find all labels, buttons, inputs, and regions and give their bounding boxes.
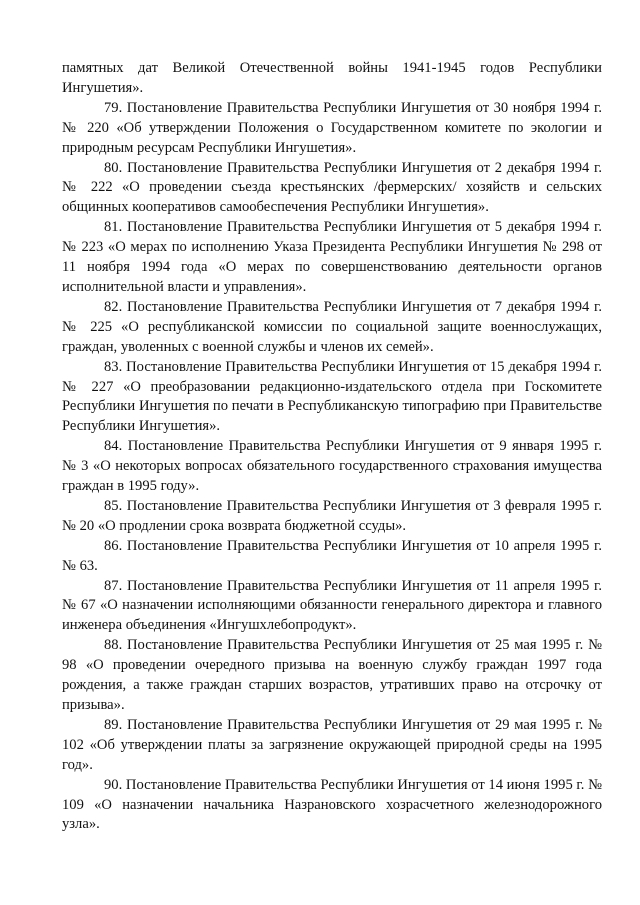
list-item-84: 84. Постановление Правительства Республики Ингушетия от 9 января 1995 г. № 3 «О некоторых вопросах обязательного государственного страхования имущества граждан в 1995 году». (62, 438, 602, 495)
list-item-86: 86. Постановление Правительства Республики Ингушетия от 10 апреля 1995 г. № 63. (62, 537, 602, 574)
paragraph-continuation: памятных дат Великой Отечественной войны 1941-1945 годов Республики Ингушетия». (62, 60, 602, 96)
list-item-85: 85. Постановление Правительства Республики Ингушетия от 3 февраля 1995 г. № 20 «О продлении срока возврата бюджетной ссуды». (62, 497, 602, 534)
list-item-82: 82. Постановление Правительства Республики Ингушетия от 7 декабря 1994 г. № 225 «О республиканской комиссии по социальной защите военнослужащих, граждан, уволенных с военной службы и членов их семей». (62, 298, 602, 355)
document-body (62, 59, 602, 835)
list-item-89: 89. Постановление Правительства Республики Ингушетия от 29 мая 1995 г. № 102 «Об утверждении платы за загрязнение окружающей природной среды на 1995 год». (62, 716, 602, 773)
list-item-83: 83. Постановление Правительства Республики Ингушетия от 15 декабря 1994 г. № 227 «О преобразовании редакционно-издательского отдела при Госкомитете Республики Ингушетия по печати в Республиканскую типографию при Правительстве Республики Ингушетия». (62, 358, 602, 435)
list-item-80: 80. Постановление Правительства Республики Ингушетия от 2 декабря 1994 г. № 222 «О проведении съезда крестьянских /фермерских/ хозяйств и сельских общинных кооперативов самообеспечения Республики Ингушетия». (62, 159, 602, 216)
list-item-81: 81. Постановление Правительства Республики Ингушетия от 5 декабря 1994 г. № 223 «О мерах по исполнению Указа Президента Республики Ингушетия № 298 от 11 ноября 1994 года «О мерах по совершенствованию деятельности органов исполнительной власти и управления». (62, 219, 602, 295)
list-item-88: 88. Постановление Правительства Республики Ингушетия от 25 мая 1995 г. № 98 «О проведении очередного призыва на военную службу граждан 1997 года рождения, а также граждан старших возрастов, утративших право на отсрочку от призыва». (62, 637, 602, 713)
list-item-87: 87. Постановление Правительства Республики Ингушетия от 11 апреля 1995 г. № 67 «О назначении исполняющими обязанности генерального директора и главного инженера объединения «Ингушхлебопродукт». (62, 577, 602, 634)
list-item-79: 79. Постановление Правительства Республики Ингушетия от 30 ноября 1994 г. № 220 «Об утверждении Положения о Государственном комитете по экологии и природным ресурсам Республики Ингушетия». (62, 99, 602, 156)
list-item-90: 90. Постановление Правительства Республики Ингушетия от 14 июня 1995 г. № 109 «О назначении начальника Назрановского хозрасчетного железнодорожного узла». (62, 776, 602, 833)
